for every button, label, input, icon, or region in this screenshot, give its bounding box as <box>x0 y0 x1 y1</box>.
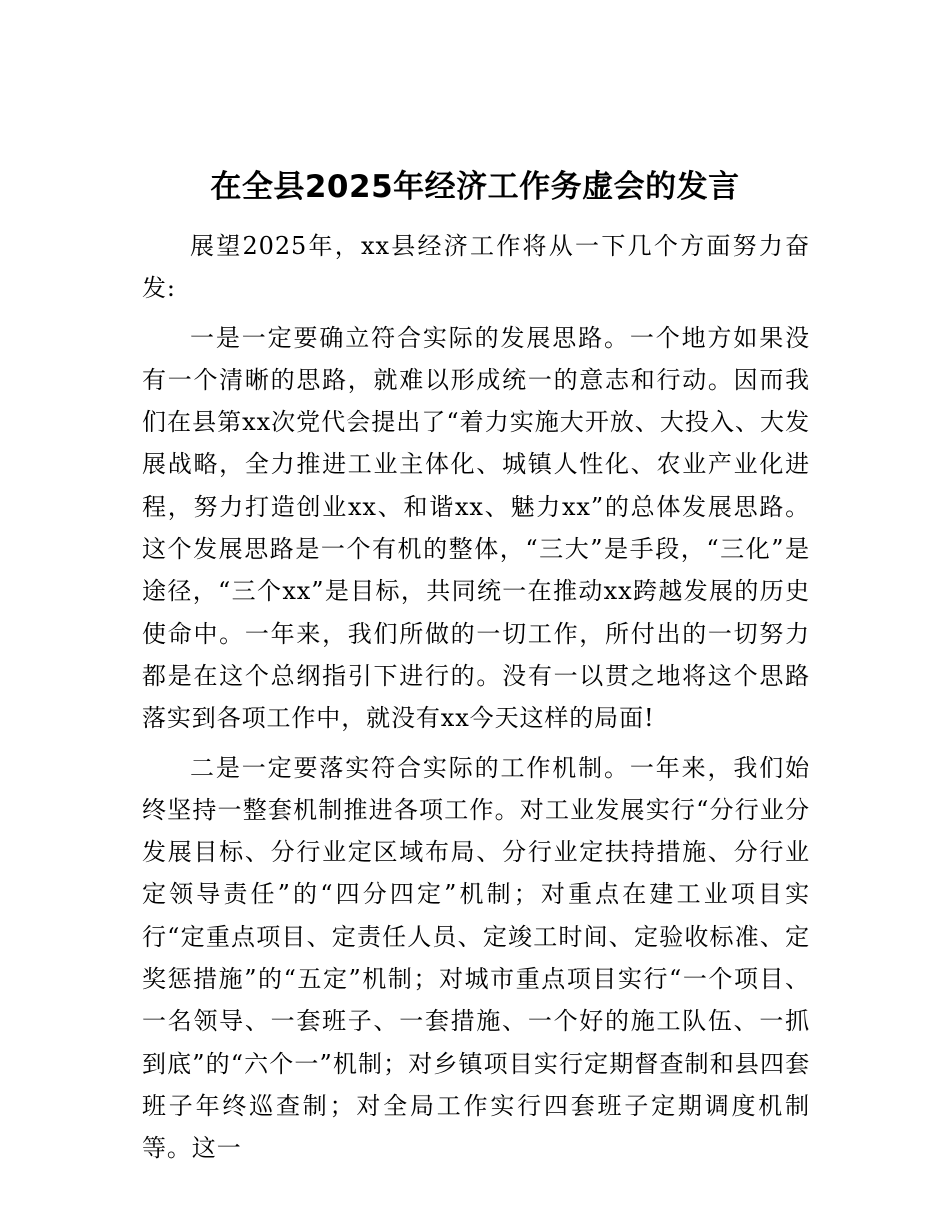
paragraph-intro: 展望2025年，xx县经济工作将从一下几个方面努力奋发: <box>142 232 810 303</box>
document-title: 在全县2025年经济工作务虚会的发言 <box>210 169 740 205</box>
document-body <box>142 225 810 1177</box>
paragraph-development-strategy: 一是一定要确立符合实际的发展思路。一个地方如果没有一个清晰的思路，就难以形成统一的意志和行动。因而我们在县第xx次党代会提出了“着力实施大开放、大投入、大发展战略，全力推进工业主体化、城镇人性化、农业产业化进程，努力打造创业xx、和谐xx、魅力xx”的总体发展思路。这个发展思路是一个有机的整体，“三大”是手段，“三化”是途径，“三个xx”是目标，共同统一在推动xx跨越发展的历史使命中。一年来，我们所做的一切工作，所付出的一切努力都是在这个总纲指引下进行的。没有一以贯之地将这个思路落实到各项工作中，就没有xx今天这样的局面! <box>142 323 810 733</box>
paragraph-work-mechanism: 二是一定要落实符合实际的工作机制。一年来，我们始终坚持一整套机制推进各项工作。对工业发展实行“分行业分发展目标、分行业定区域布局、分行业定扶持措施、分行业定领导责任”的“四分四定”机制；对重点在建工业项目实行“定重点项目、定责任人员、定竣工时间、定验收标准、定奖惩措施”的“五定”机制；对城市重点项目实行“一个项目、一名领导、一套班子、一套措施、一个好的施工队伍、一抓到底”的“六个一”机制；对乡镇项目实行定期督查制和县四套班子年终巡查制；对全局工作实行四套班子定期调度机制等。这一 <box>142 753 810 1163</box>
